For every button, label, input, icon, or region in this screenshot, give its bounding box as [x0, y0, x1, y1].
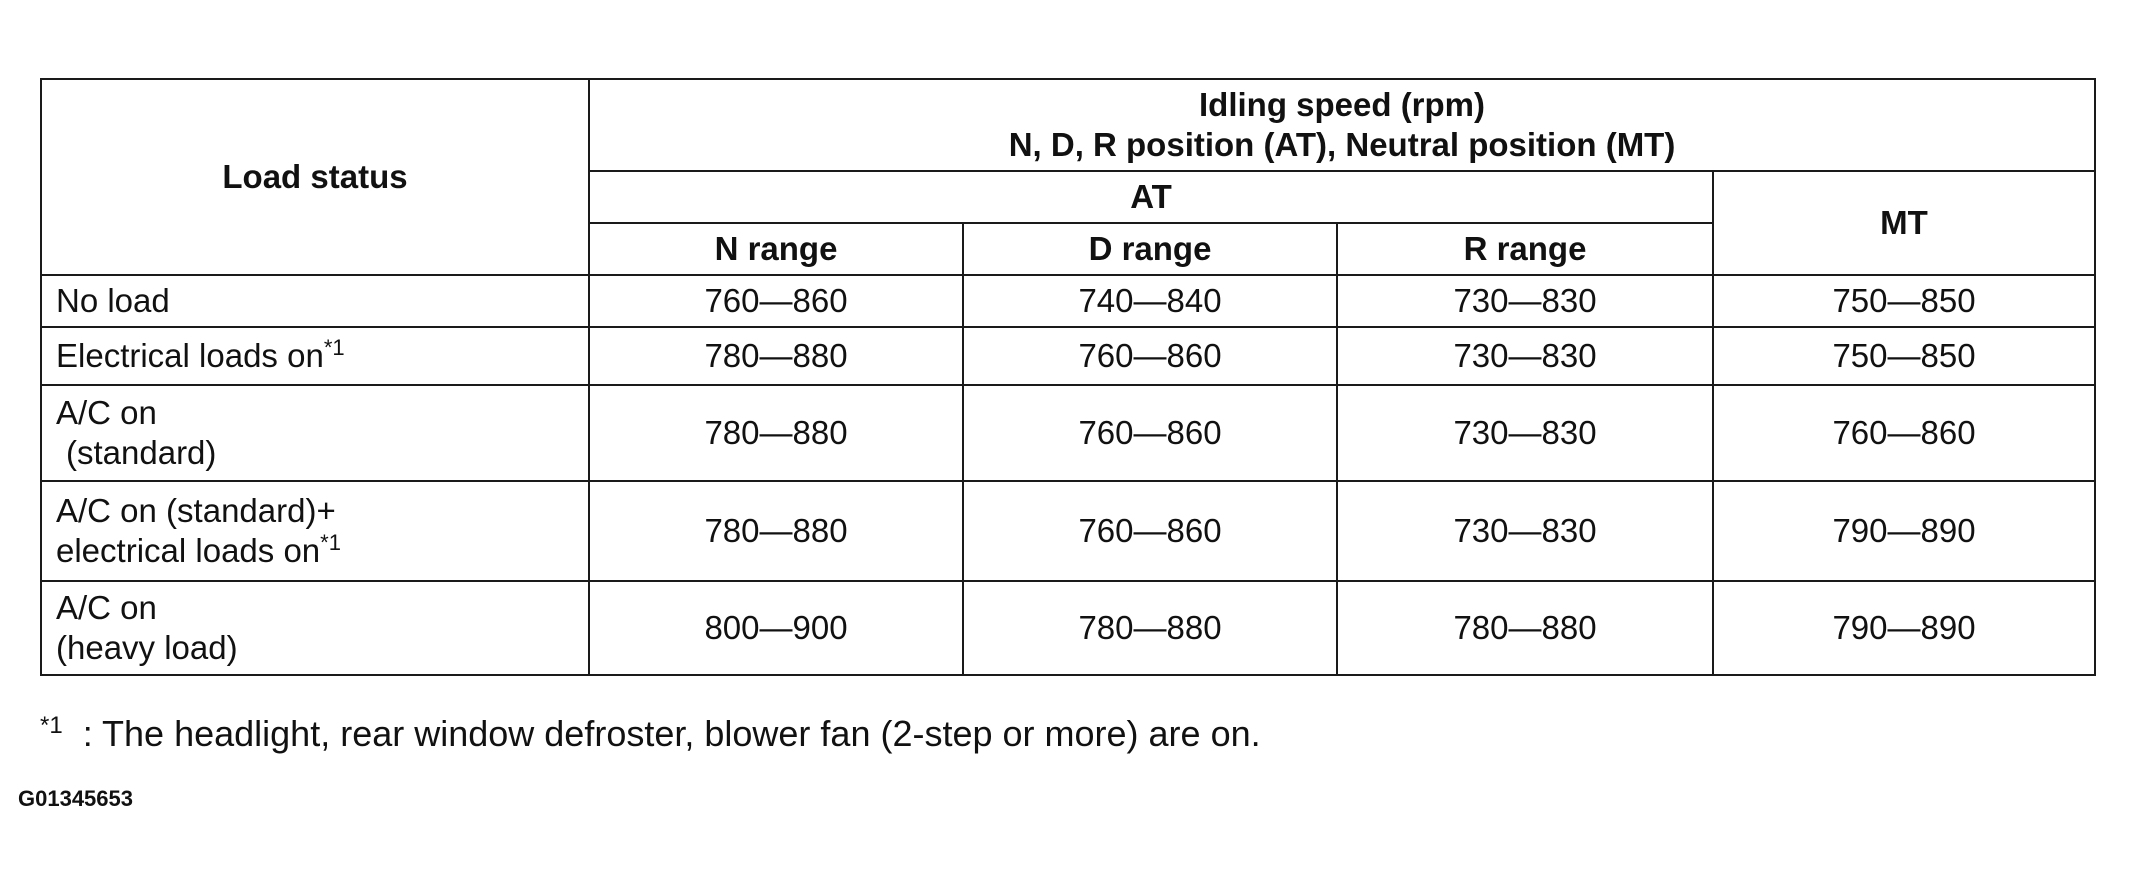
load-status-cell — [41, 385, 589, 481]
idling-speed-subtitle: N, D, R position (AT), Neutral position (MT) — [1008, 126, 1676, 163]
footnote-text: : The headlight, rear window defroster, blower fan (2-step or more) are on. — [82, 713, 1261, 754]
d-range-value: 760—860 — [963, 327, 1337, 385]
n-range-header: N range — [589, 223, 963, 275]
d-range-value: 740—840 — [963, 275, 1337, 327]
figure-id: G01345653 — [18, 786, 133, 811]
footnote-marker: *1 — [323, 335, 345, 360]
load-status-header: Load status — [41, 79, 589, 275]
r-range-value: 730—830 — [1337, 275, 1713, 327]
table-row — [41, 385, 2095, 481]
table-row — [41, 581, 2095, 675]
load-status-cell — [41, 481, 589, 581]
d-range-value: 760—860 — [963, 385, 1337, 481]
footnote-marker: *1 — [320, 530, 341, 555]
load-label: Electrical loads on — [56, 337, 324, 374]
table-row — [41, 275, 2095, 327]
load-label: A/C on (standard)+ — [56, 492, 336, 529]
idle-speed-table — [40, 78, 2096, 676]
r-range-value: 730—830 — [1337, 385, 1713, 481]
load-label-line2: (heavy load) — [56, 629, 238, 666]
n-range-value: 800—900 — [589, 581, 963, 675]
n-range-value: 780—880 — [589, 385, 963, 481]
idling-speed-header — [589, 79, 2095, 171]
load-label: A/C on — [56, 394, 157, 431]
footnote-marker: *1 — [40, 712, 63, 739]
load-label: A/C on — [56, 589, 157, 626]
load-label-line2: (standard) — [66, 434, 217, 471]
r-range-value: 730—830 — [1337, 481, 1713, 581]
r-range-header: R range — [1337, 223, 1713, 275]
load-status-cell — [41, 581, 589, 675]
r-range-value: 780—880 — [1337, 581, 1713, 675]
n-range-value: 760—860 — [589, 275, 963, 327]
mt-value: 790—890 — [1713, 481, 2095, 581]
header-row-1 — [41, 79, 2095, 171]
mt-value: 790—890 — [1713, 581, 2095, 675]
mt-value: 750—850 — [1713, 275, 2095, 327]
mt-header: MT — [1713, 171, 2095, 275]
d-range-value: 780—880 — [963, 581, 1337, 675]
d-range-value: 760—860 — [963, 481, 1337, 581]
r-range-value: 730—830 — [1337, 327, 1713, 385]
load-status-cell — [41, 327, 589, 385]
idling-speed-title: Idling speed (rpm) — [1199, 86, 1486, 123]
d-range-header: D range — [963, 223, 1337, 275]
n-range-value: 780—880 — [589, 327, 963, 385]
table-row — [41, 481, 2095, 581]
load-label-line2-wrap — [56, 531, 588, 571]
table-row — [41, 327, 2095, 385]
load-status-cell — [41, 275, 589, 327]
at-header: AT — [589, 171, 1713, 223]
footnote — [40, 712, 1261, 756]
load-label-line2: electrical loads on — [56, 532, 321, 569]
n-range-value: 780—880 — [589, 481, 963, 581]
mt-value: 760—860 — [1713, 385, 2095, 481]
load-label: No load — [56, 282, 170, 319]
mt-value: 750—850 — [1713, 327, 2095, 385]
